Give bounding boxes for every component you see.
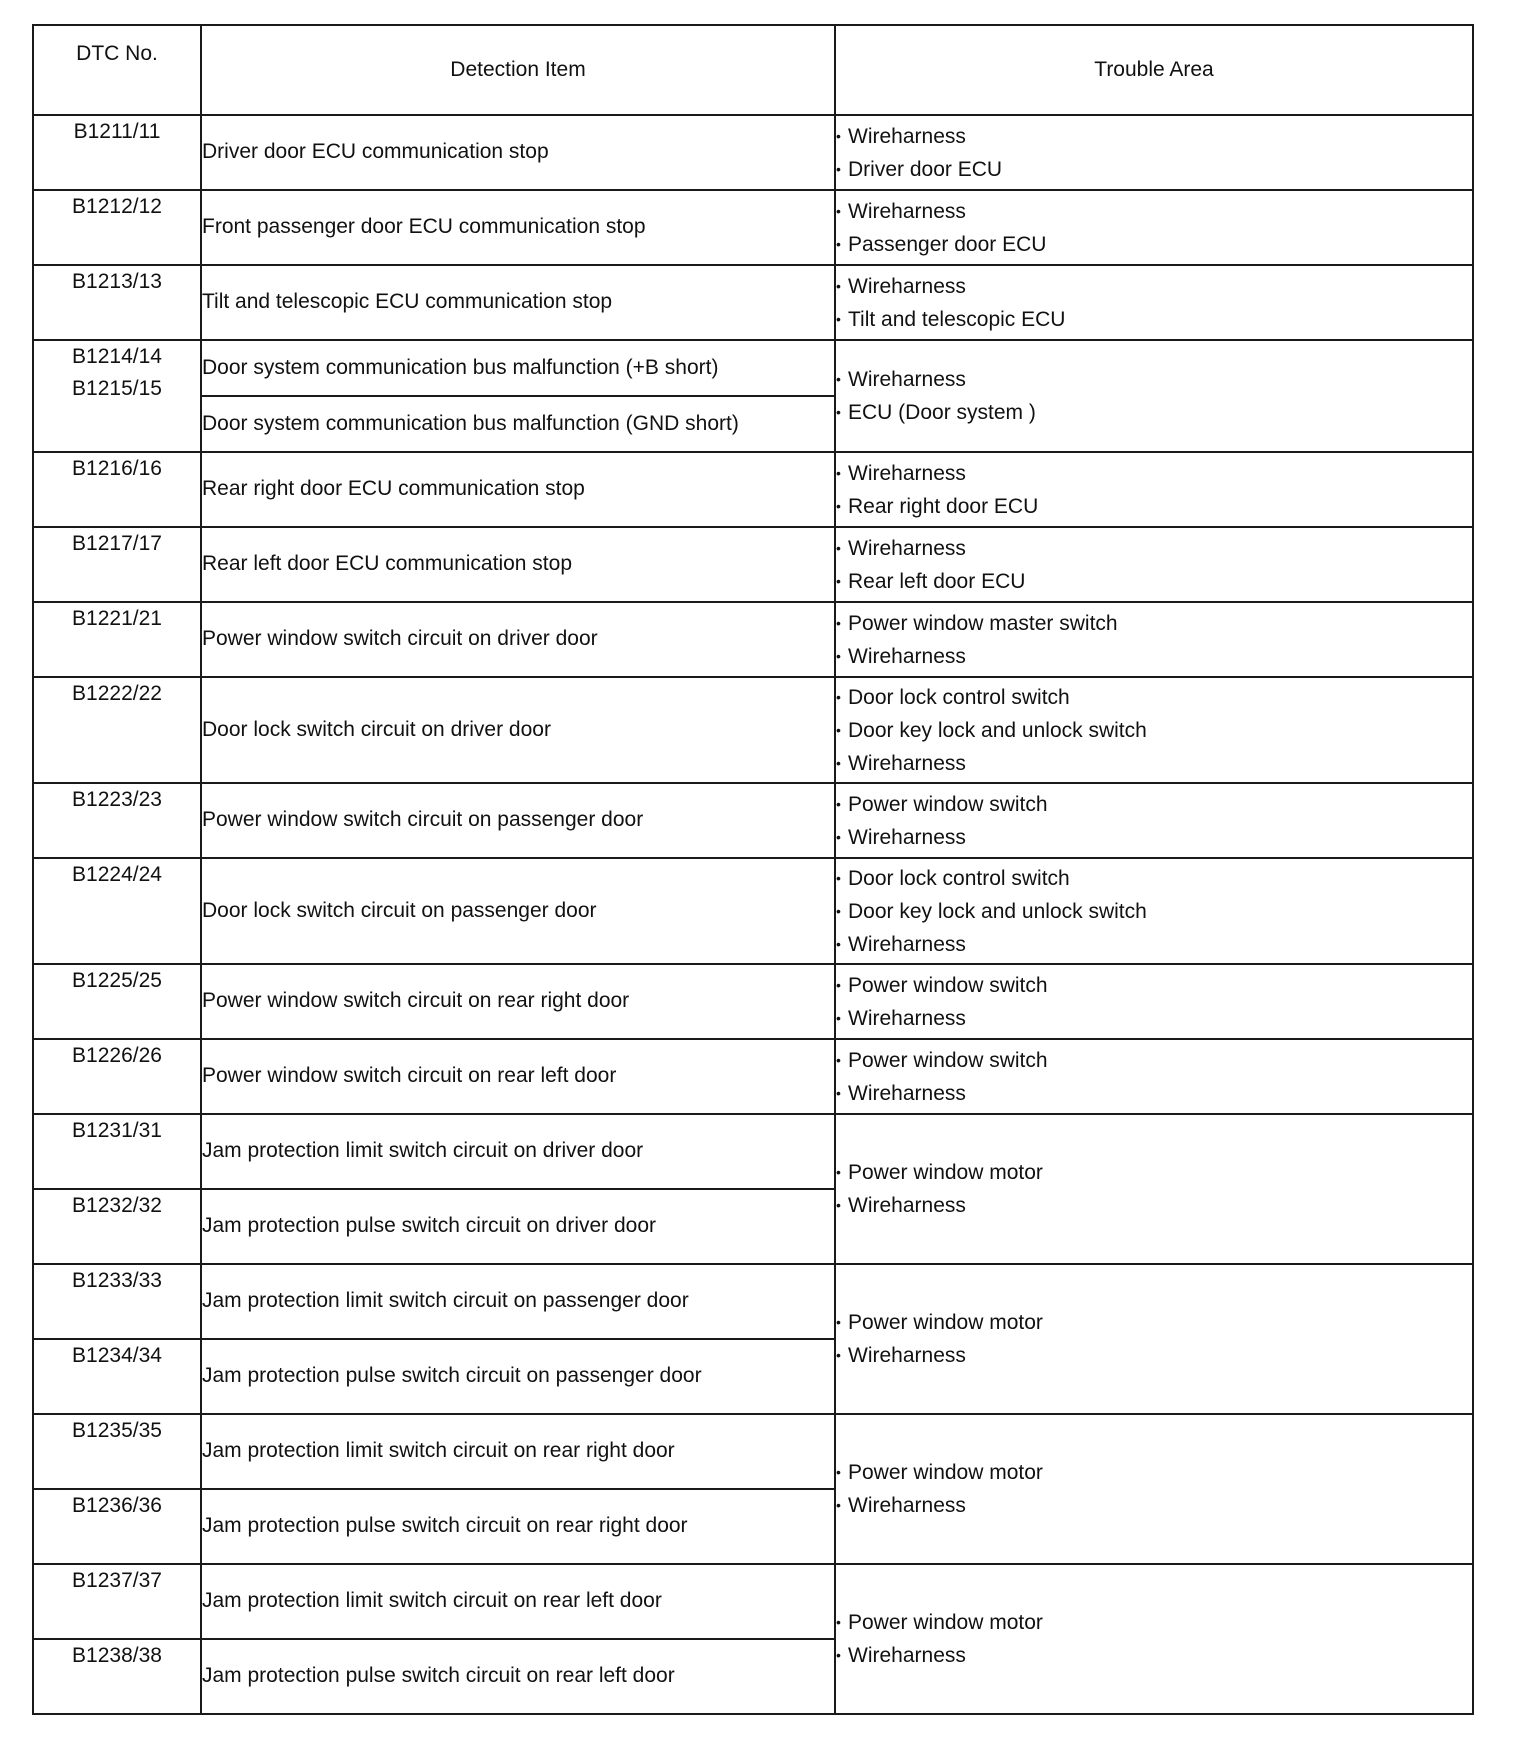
dtc-code — [33, 340, 201, 452]
trouble-area-item — [836, 490, 1472, 523]
table-row — [33, 1039, 1473, 1114]
trouble-area-text: Wireharness — [848, 274, 966, 298]
bullet-icon: • — [836, 404, 841, 420]
trouble-area-item — [836, 747, 1472, 780]
detection-item: Jam protection limit switch circuit on driver door — [201, 1114, 835, 1189]
trouble-area-item — [836, 1639, 1472, 1672]
table-row — [33, 677, 1473, 783]
trouble-area-item — [836, 228, 1472, 261]
trouble-area-cell — [835, 1564, 1473, 1714]
bullet-icon: • — [836, 976, 841, 993]
header-detection-item: Detection Item — [201, 25, 835, 115]
trouble-area-cell — [835, 858, 1473, 964]
dtc-code: B1222/22 — [33, 677, 201, 783]
dtc-code: B1232/32 — [33, 1189, 201, 1264]
bullet-icon: • — [836, 902, 841, 919]
bullet-icon: • — [836, 464, 841, 481]
detection-item: Door system communication bus malfunction (GND short) — [201, 396, 835, 452]
dtc-code: B1235/35 — [33, 1414, 201, 1489]
bullet-icon: • — [836, 1464, 841, 1480]
trouble-area-item — [836, 457, 1472, 490]
dtc-code: B1213/13 — [33, 265, 201, 340]
detection-item: Jam protection limit switch circuit on rear right door — [201, 1414, 835, 1489]
trouble-area-cell — [835, 1039, 1473, 1114]
detection-item: Driver door ECU communication stop — [201, 115, 835, 190]
trouble-area-text: Wireharness — [848, 1344, 966, 1367]
detection-item: Tilt and telescopic ECU communication stop — [201, 265, 835, 340]
trouble-area-item — [836, 1339, 1472, 1372]
trouble-area-item — [836, 1077, 1472, 1110]
trouble-area-item — [836, 1489, 1472, 1522]
trouble-area-text: Power window switch — [848, 792, 1048, 816]
table-row — [33, 1114, 1473, 1189]
detection-item: Jam protection limit switch circuit on passenger door — [201, 1264, 835, 1339]
trouble-area-cell — [835, 1414, 1473, 1564]
bullet-icon: • — [836, 1497, 841, 1513]
trouble-area-item — [836, 928, 1472, 961]
table-row — [33, 115, 1473, 190]
bullet-icon: • — [836, 754, 841, 771]
trouble-area-item — [836, 1189, 1472, 1222]
detection-item: Door system communication bus malfunction (+B short) — [201, 340, 835, 396]
table-row — [33, 190, 1473, 265]
dtc-code: B1225/25 — [33, 964, 201, 1039]
detection-item: Jam protection pulse switch circuit on driver door — [201, 1189, 835, 1264]
trouble-area-item — [836, 821, 1472, 854]
bullet-icon: • — [836, 614, 841, 631]
trouble-area-list — [836, 1606, 1472, 1672]
table-row — [33, 602, 1473, 677]
trouble-area-text: Wireharness — [848, 644, 966, 668]
detection-item: Power window switch circuit on rear right door — [201, 964, 835, 1039]
dtc-table-body — [33, 115, 1473, 1714]
trouble-area-text: Rear right door ECU — [848, 494, 1039, 518]
trouble-area-text: Power window motor — [848, 1611, 1043, 1634]
bullet-icon: • — [836, 1197, 841, 1213]
bullet-icon: • — [836, 795, 841, 812]
header-dtc-no: DTC No. — [33, 25, 201, 115]
trouble-area-text: Wireharness — [848, 199, 966, 223]
trouble-area-item — [836, 862, 1472, 895]
dtc-code: B1236/36 — [33, 1489, 201, 1564]
trouble-area-list — [836, 862, 1472, 961]
dtc-code: B1216/16 — [33, 452, 201, 527]
trouble-area-text: Wireharness — [848, 1644, 966, 1667]
table-row — [33, 452, 1473, 527]
trouble-area-text: Power window master switch — [848, 611, 1118, 635]
trouble-area-text: Wireharness — [848, 1494, 966, 1517]
trouble-area-item — [836, 363, 1472, 396]
trouble-area-item — [836, 607, 1472, 640]
trouble-area-text: Door key lock and unlock switch — [848, 899, 1147, 923]
detection-item: Front passenger door ECU communication stop — [201, 190, 835, 265]
detection-item: Power window switch circuit on driver door — [201, 602, 835, 677]
trouble-area-cell — [835, 452, 1473, 527]
trouble-area-list — [836, 270, 1472, 336]
trouble-area-text: Power window motor — [848, 1161, 1043, 1184]
trouble-area-item — [836, 120, 1472, 153]
dtc-table-header — [33, 25, 1473, 115]
trouble-area-cell — [835, 783, 1473, 858]
trouble-area-cell — [835, 115, 1473, 190]
trouble-area-item — [836, 396, 1472, 429]
trouble-area-text: Wireharness — [848, 124, 966, 148]
trouble-area-item — [836, 681, 1472, 714]
trouble-area-list — [836, 1156, 1472, 1222]
table-row — [33, 1264, 1473, 1339]
bullet-icon: • — [836, 1314, 841, 1330]
trouble-area-list — [836, 195, 1472, 261]
detection-item: Door lock switch circuit on passenger door — [201, 858, 835, 964]
trouble-area-text: Driver door ECU — [848, 157, 1003, 181]
trouble-area-text: Door lock control switch — [848, 685, 1070, 709]
bullet-icon: • — [836, 935, 841, 952]
dtc-code: B1224/24 — [33, 858, 201, 964]
trouble-area-list — [836, 363, 1472, 429]
trouble-area-text: Passenger door ECU — [848, 232, 1047, 256]
trouble-area-cell — [835, 1264, 1473, 1414]
dtc-code-line: B1215/15 — [72, 377, 162, 400]
trouble-area-list — [836, 532, 1472, 598]
bullet-icon: • — [836, 1164, 841, 1180]
bullet-icon: • — [836, 127, 841, 144]
trouble-area-text: Tilt and telescopic ECU — [848, 307, 1066, 331]
dtc-code: B1238/38 — [33, 1639, 201, 1714]
trouble-area-item — [836, 1606, 1472, 1639]
trouble-area-item — [836, 1156, 1472, 1189]
dtc-code: B1217/17 — [33, 527, 201, 602]
dtc-code: B1233/33 — [33, 1264, 201, 1339]
trouble-area-text: Wireharness — [848, 1006, 966, 1030]
trouble-area-list — [836, 969, 1472, 1035]
table-row — [33, 1564, 1473, 1639]
dtc-document-page — [32, 24, 1472, 1715]
trouble-area-item — [836, 1002, 1472, 1035]
trouble-area-text: Wireharness — [848, 1081, 966, 1105]
trouble-area-text: Power window motor — [848, 1461, 1043, 1484]
trouble-area-item — [836, 714, 1472, 747]
trouble-area-item — [836, 195, 1472, 228]
detection-item: Rear left door ECU communication stop — [201, 527, 835, 602]
bullet-icon: • — [836, 688, 841, 705]
trouble-area-text: Power window switch — [848, 1048, 1048, 1072]
bullet-icon: • — [836, 1084, 841, 1101]
trouble-area-list — [836, 1456, 1472, 1522]
table-row — [33, 858, 1473, 964]
bullet-icon: • — [836, 647, 841, 664]
trouble-area-text: Wireharness — [848, 932, 966, 956]
trouble-area-cell — [835, 527, 1473, 602]
detection-item: Jam protection pulse switch circuit on rear left door — [201, 1639, 835, 1714]
dtc-code: B1223/23 — [33, 783, 201, 858]
bullet-icon: • — [836, 277, 841, 294]
trouble-area-cell — [835, 964, 1473, 1039]
detection-item: Power window switch circuit on rear left door — [201, 1039, 835, 1114]
detection-item: Door lock switch circuit on driver door — [201, 677, 835, 783]
table-row — [33, 340, 1473, 396]
trouble-area-item — [836, 303, 1472, 336]
dtc-code: B1237/37 — [33, 1564, 201, 1639]
trouble-area-text: Rear left door ECU — [848, 569, 1026, 593]
trouble-area-item — [836, 270, 1472, 303]
dtc-code: B1212/12 — [33, 190, 201, 265]
trouble-area-list — [836, 1306, 1472, 1372]
trouble-area-cell — [835, 265, 1473, 340]
trouble-area-text: Door lock control switch — [848, 866, 1070, 890]
bullet-icon: • — [836, 310, 841, 327]
dtc-code: B1211/11 — [33, 115, 201, 190]
trouble-area-list — [836, 120, 1472, 186]
detection-item: Jam protection pulse switch circuit on passenger door — [201, 1339, 835, 1414]
table-row — [33, 527, 1473, 602]
bullet-icon: • — [836, 497, 841, 514]
trouble-area-text: Wireharness — [848, 1194, 966, 1217]
trouble-area-text: Wireharness — [848, 368, 966, 391]
bullet-icon: • — [836, 1051, 841, 1068]
table-row — [33, 783, 1473, 858]
table-row — [33, 1414, 1473, 1489]
trouble-area-item — [836, 895, 1472, 928]
trouble-area-item — [836, 788, 1472, 821]
trouble-area-text: Wireharness — [848, 461, 966, 485]
trouble-area-cell — [835, 677, 1473, 783]
trouble-area-cell — [835, 602, 1473, 677]
trouble-area-cell — [835, 1114, 1473, 1264]
dtc-code: B1234/34 — [33, 1339, 201, 1414]
dtc-code: B1226/26 — [33, 1039, 201, 1114]
trouble-area-item — [836, 565, 1472, 598]
bullet-icon: • — [836, 235, 841, 252]
bullet-icon: • — [836, 160, 841, 177]
trouble-area-item — [836, 153, 1472, 186]
bullet-icon: • — [836, 539, 841, 556]
dtc-code: B1231/31 — [33, 1114, 201, 1189]
bullet-icon: • — [836, 828, 841, 845]
detection-item: Power window switch circuit on passenger door — [201, 783, 835, 858]
trouble-area-text: ECU (Door system ) — [848, 401, 1036, 424]
trouble-area-list — [836, 457, 1472, 523]
trouble-area-list — [836, 607, 1472, 673]
dtc-table — [32, 24, 1474, 1715]
dtc-code-line: B1214/14 — [72, 345, 162, 368]
trouble-area-item — [836, 1044, 1472, 1077]
trouble-area-text: Power window switch — [848, 973, 1048, 997]
trouble-area-item — [836, 969, 1472, 1002]
bullet-icon: • — [836, 869, 841, 886]
trouble-area-item — [836, 640, 1472, 673]
trouble-area-cell — [835, 340, 1473, 452]
header-row — [33, 25, 1473, 115]
bullet-icon: • — [836, 1647, 841, 1663]
trouble-area-list — [836, 681, 1472, 780]
trouble-area-cell — [835, 190, 1473, 265]
detection-item: Jam protection limit switch circuit on rear left door — [201, 1564, 835, 1639]
detection-item: Jam protection pulse switch circuit on rear right door — [201, 1489, 835, 1564]
trouble-area-list — [836, 788, 1472, 854]
trouble-area-item — [836, 1306, 1472, 1339]
dtc-code: B1221/21 — [33, 602, 201, 677]
bullet-icon: • — [836, 572, 841, 589]
bullet-icon: • — [836, 1347, 841, 1363]
table-row — [33, 964, 1473, 1039]
trouble-area-list — [836, 1044, 1472, 1110]
trouble-area-item — [836, 532, 1472, 565]
trouble-area-text: Power window motor — [848, 1311, 1043, 1334]
trouble-area-text: Wireharness — [848, 751, 966, 775]
bullet-icon: • — [836, 1009, 841, 1026]
table-row — [33, 265, 1473, 340]
header-trouble-area: Trouble Area — [835, 25, 1473, 115]
bullet-icon: • — [836, 721, 841, 738]
bullet-icon: • — [836, 371, 841, 387]
trouble-area-text: Wireharness — [848, 536, 966, 560]
bullet-icon: • — [836, 1614, 841, 1630]
trouble-area-text: Door key lock and unlock switch — [848, 718, 1147, 742]
bullet-icon: • — [836, 202, 841, 219]
trouble-area-text: Wireharness — [848, 825, 966, 849]
detection-item: Rear right door ECU communication stop — [201, 452, 835, 527]
trouble-area-item — [836, 1456, 1472, 1489]
